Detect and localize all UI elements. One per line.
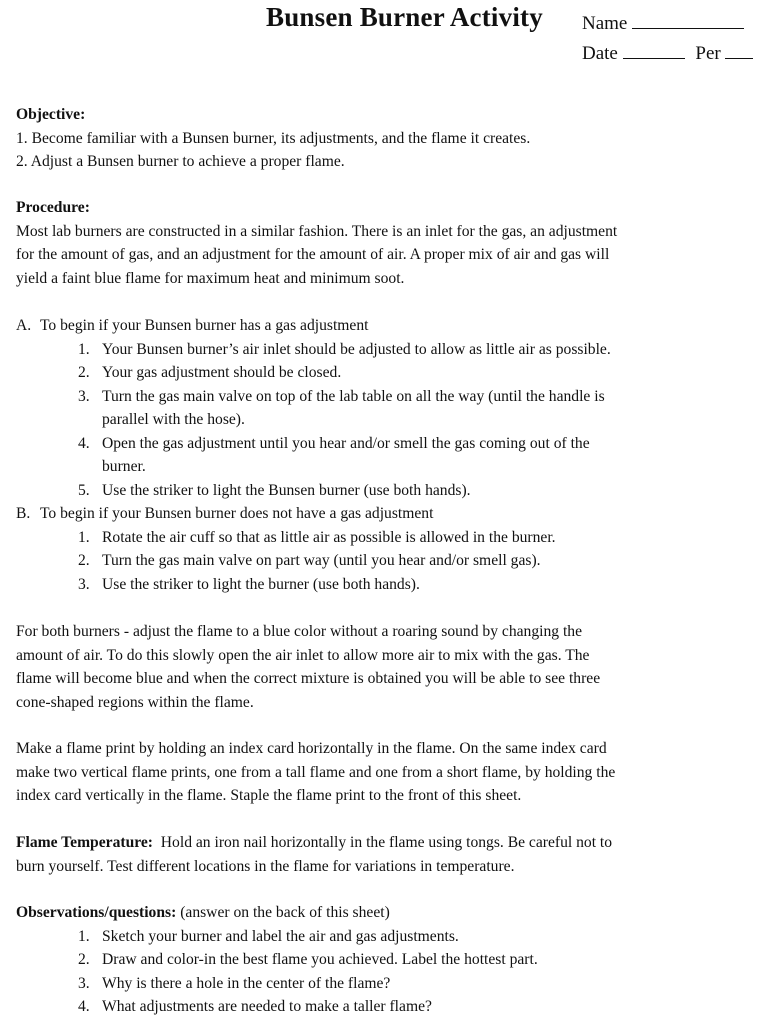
- list-item: [16, 995, 761, 1019]
- observations-heading-line: [16, 901, 761, 925]
- section-a-heading: [16, 314, 761, 338]
- steps-section: [16, 314, 761, 596]
- question-text: Draw and color-in the best flame you achieved. Label the hottest part.: [102, 951, 538, 968]
- per-blank-line[interactable]: [725, 42, 753, 59]
- step-text: Use the striker to light the Bunsen burner (use both hands).: [102, 481, 471, 499]
- step-number: 2.: [78, 552, 90, 569]
- section-b-steps: [16, 526, 761, 597]
- procedure-section: [16, 196, 761, 290]
- question-text: What adjustments are needed to make a taller flame?: [102, 998, 432, 1015]
- list-item: [16, 385, 761, 432]
- name-blank-line[interactable]: [632, 12, 744, 29]
- list-item: [16, 573, 761, 597]
- both-burners-paragraph: [16, 620, 761, 714]
- section-a-letter: A.: [16, 317, 32, 334]
- paragraph-line: amount of air. To do this slowly open the air inlet to allow more air to mix with the gas. The: [16, 646, 590, 664]
- paragraph-line: index card vertically in the flame. Staple the flame print to the front of this sheet.: [16, 787, 522, 804]
- step-number: 3.: [78, 575, 90, 593]
- question-number: 1.: [78, 927, 90, 945]
- observations-section: [16, 901, 761, 1019]
- paragraph-line: Make a flame print by holding an index card horizontally in the flame. On the same index card: [16, 740, 607, 757]
- name-field: [582, 12, 744, 35]
- flame-print-paragraph: [16, 737, 761, 808]
- objective-item: 1. Become familiar with a Bunsen burner, its adjustments, and the flame it creates.: [16, 129, 531, 147]
- observations-note: (answer on the back of this sheet): [180, 904, 390, 921]
- step-number: 2.: [78, 364, 90, 381]
- list-item: [16, 948, 761, 972]
- name-label: Name: [582, 13, 628, 34]
- step-text-continued: parallel with the hose).: [102, 411, 245, 428]
- list-item: [16, 549, 761, 573]
- list-item: [16, 361, 761, 385]
- paragraph-line: cone-shaped regions within the flame.: [16, 693, 254, 711]
- objective-section: [16, 103, 761, 174]
- list-item: [16, 432, 761, 479]
- step-number: 5.: [78, 481, 90, 499]
- step-text-continued: burner.: [102, 458, 146, 475]
- date-blank-line[interactable]: [623, 42, 685, 59]
- flame-temperature-heading: Flame Temperature:: [16, 834, 153, 851]
- flame-temperature-text: Hold an iron nail horizontally in the flame using tongs. Be careful not to: [160, 834, 613, 851]
- objective-item: 2. Adjust a Bunsen burner to achieve a proper flame.: [16, 153, 345, 170]
- procedure-line: Most lab burners are constructed in a similar fashion. There is an inlet for the gas, an adjustment: [16, 222, 618, 240]
- section-b-title: To begin if your Bunsen burner does not have a gas adjustment: [40, 505, 434, 522]
- flame-temperature-paragraph: [16, 831, 761, 878]
- list-item: [16, 972, 761, 996]
- observations-heading: Observations/questions:: [16, 904, 177, 921]
- date-per-field: [582, 42, 753, 65]
- step-number: 4.: [78, 434, 90, 452]
- step-text: Rotate the air cuff so that as little air as possible is allowed in the burner.: [102, 528, 556, 546]
- list-item: [16, 925, 761, 949]
- question-text: Why is there a hole in the center of the flame?: [102, 974, 391, 992]
- list-item: [16, 526, 761, 550]
- paragraph-line: flame will become blue and when the correct mixture is obtained you will be able to see three: [16, 670, 601, 687]
- question-number: 2.: [78, 951, 90, 968]
- per-label: Per: [695, 43, 721, 64]
- date-label: Date: [582, 43, 618, 64]
- paragraph-line: [16, 831, 761, 855]
- step-text: Your Bunsen burner’s air inlet should be adjusted to allow as little air as possible.: [102, 340, 611, 358]
- step-text: Turn the gas main valve on top of the lab table on all the way (until the handle is: [102, 387, 605, 405]
- paragraph-line: burn yourself. Test different locations in the flame for variations in temperature.: [16, 857, 515, 875]
- section-b-heading: [16, 502, 761, 526]
- question-text: Sketch your burner and label the air and gas adjustments.: [102, 927, 459, 945]
- section-b-letter: B.: [16, 505, 31, 522]
- page-title: Bunsen Burner Activity: [266, 2, 543, 32]
- step-number: 1.: [78, 340, 90, 358]
- section-a-title: To begin if your Bunsen burner has a gas adjustment: [40, 317, 369, 334]
- objective-heading: Objective:: [16, 106, 86, 123]
- procedure-heading: Procedure:: [16, 199, 90, 216]
- paragraph-line: make two vertical flame prints, one from a tall flame and one from a short flame, by holding the: [16, 763, 616, 781]
- question-number: 4.: [78, 998, 90, 1015]
- step-text: Use the striker to light the burner (use both hands).: [102, 575, 420, 593]
- observations-list: [16, 925, 761, 1019]
- procedure-line: for the amount of gas, and an adjustment for the amount of air. A proper mix of air and gas will: [16, 246, 610, 263]
- list-item: [16, 338, 761, 362]
- procedure-line: yield a faint blue flame for maximum heat and minimum soot.: [16, 269, 405, 287]
- step-text: Open the gas adjustment until you hear and/or smell the gas coming out of the: [102, 434, 590, 452]
- paragraph-line: For both burners - adjust the flame to a blue color without a roaring sound by changing the: [16, 623, 583, 640]
- question-number: 3.: [78, 974, 90, 992]
- section-a-steps: [16, 338, 761, 503]
- step-text: Your gas adjustment should be closed.: [102, 364, 342, 381]
- list-item: [16, 479, 761, 503]
- step-number: 1.: [78, 528, 90, 546]
- step-number: 3.: [78, 387, 90, 405]
- step-text: Turn the gas main valve on part way (until you hear and/or smell gas).: [102, 552, 541, 569]
